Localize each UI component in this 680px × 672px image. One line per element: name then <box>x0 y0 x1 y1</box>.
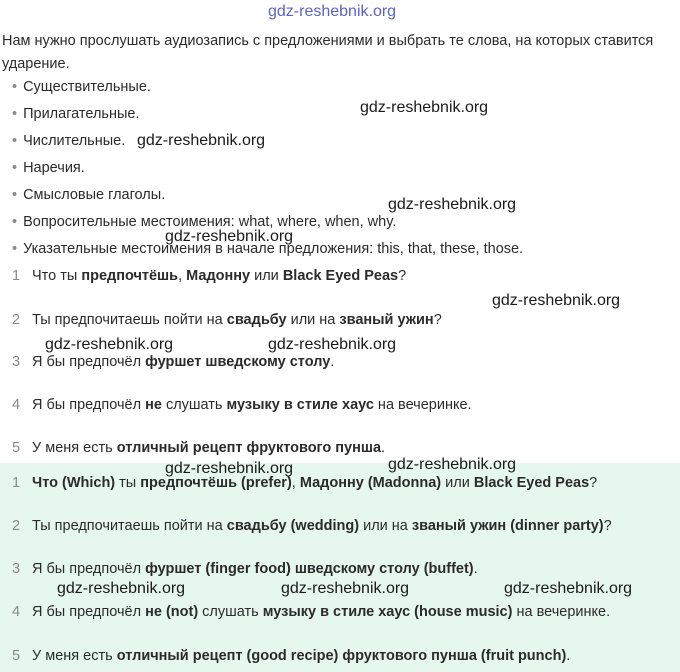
sentence-fragment: , <box>291 475 300 491</box>
bullet-item: • Указательные местоимения в начале предложения: this, that, these, those. <box>12 241 523 257</box>
question-text <box>32 354 334 370</box>
stressed-word: предпочтёшь <box>81 268 179 284</box>
answer-text <box>32 561 478 577</box>
bullet-item: • Прилагательные. <box>12 106 140 122</box>
stressed-word: Мадонну <box>186 268 251 284</box>
stressed-word: Что (Which) <box>32 475 116 491</box>
sentence-fragment: Я бы предпочёл <box>32 604 146 620</box>
sentence-fragment: Ты предпочитаешь пойти на <box>32 312 227 328</box>
question-row <box>0 312 442 328</box>
watermark: gdz-reshebnik.org <box>137 132 266 149</box>
intro-text: Нам нужно прослушать аудиозапись с предложениями и выбрать те слова, на которых ставится ударение. <box>2 33 654 72</box>
bullet-item: • Числительные. <box>12 133 125 149</box>
sentence-fragment: ? <box>433 312 442 328</box>
question-text <box>32 268 406 284</box>
answer-text <box>32 604 610 620</box>
watermark: gdz-reshebnik.org <box>281 580 410 597</box>
answer-row <box>0 561 478 577</box>
answer-number: 1 <box>12 475 21 491</box>
sentence-fragment: . <box>473 561 478 577</box>
stressed-word: званый ужин (dinner party) <box>411 518 604 534</box>
stressed-word: фуршет (finger food) <box>145 561 291 577</box>
sentence-fragment: ? <box>398 268 407 284</box>
stressed-word: фруктового пунша (fruit punch) <box>342 648 567 664</box>
question-number: 1 <box>12 268 21 284</box>
stressed-word: Мадонну (Madonna) <box>299 475 442 491</box>
answer-row <box>0 475 597 491</box>
stressed-word: свадьбу (wedding) <box>226 518 360 534</box>
sentence-fragment: Я бы предпочёл <box>32 354 146 370</box>
sentence-fragment: Я бы предпочёл <box>32 561 146 577</box>
watermark: gdz-reshebnik.org <box>388 196 517 213</box>
stressed-word: не <box>145 397 162 413</box>
stressed-word: Black Eyed Peas <box>473 475 590 491</box>
question-row <box>0 268 406 284</box>
watermark: gdz-reshebnik.org <box>165 460 294 477</box>
answer-number: 3 <box>12 561 21 577</box>
stressed-word: званый ужин <box>339 312 434 328</box>
sentence-fragment: Что ты <box>32 268 82 284</box>
bullet-item: • Существительные. <box>12 79 151 95</box>
watermark: gdz-reshebnik.org <box>45 336 174 353</box>
answer-row <box>0 604 610 620</box>
sentence-fragment: или на <box>359 518 412 534</box>
question-row <box>0 354 334 370</box>
stressed-word: музыку в стиле хаус (house music) <box>262 604 513 620</box>
sentence-fragment: на вечеринке. <box>373 397 472 413</box>
stressed-word: фуршет шведскому столу <box>145 354 331 370</box>
sentence-fragment: на вечеринке. <box>512 604 611 620</box>
answer-text <box>32 648 570 664</box>
sentence-fragment: . <box>381 440 386 456</box>
question-row <box>0 397 472 413</box>
sentence-fragment: слушать <box>198 604 263 620</box>
question-text <box>32 397 472 413</box>
sentence-fragment: слушать <box>161 397 227 413</box>
stressed-word: отличный рецепт фруктового пунша <box>116 440 382 456</box>
sentence-fragment: У меня есть <box>32 648 117 664</box>
question-row <box>0 440 385 456</box>
watermark: gdz-reshebnik.org <box>388 456 517 473</box>
sentence-fragment: , <box>178 268 187 284</box>
watermark-top: gdz-reshebnik.org <box>268 3 397 20</box>
answer-text <box>32 475 597 491</box>
watermark: gdz-reshebnik.org <box>268 336 397 353</box>
sentence-fragment: ? <box>589 475 598 491</box>
answer-number: 5 <box>12 648 21 664</box>
answer-number: 2 <box>12 518 21 534</box>
stressed-word: музыку в стиле хаус <box>226 397 374 413</box>
sentence-fragment: . <box>330 354 335 370</box>
stressed-word: не (not) <box>145 604 199 620</box>
answer-text <box>32 518 612 534</box>
bullet-item: • Вопросительные местоимения: what, where, when, why. <box>12 214 396 230</box>
question-text <box>32 312 442 328</box>
watermark: gdz-reshebnik.org <box>492 292 621 309</box>
sentence-fragment: или <box>441 475 474 491</box>
question-number: 5 <box>12 440 21 456</box>
stressed-word: отличный рецепт (good recipe) <box>116 648 339 664</box>
stressed-word: Black Eyed Peas <box>282 268 399 284</box>
question-number: 4 <box>12 397 21 413</box>
answer-row <box>0 518 612 534</box>
bullet-item: • Наречия. <box>12 160 85 176</box>
sentence-fragment: Ты предпочитаешь пойти на <box>32 518 227 534</box>
sentence-fragment: или на <box>286 312 340 328</box>
stressed-word: предпочтёшь (prefer) <box>140 475 292 491</box>
watermark: gdz-reshebnik.org <box>360 99 489 116</box>
question-text <box>32 440 385 456</box>
sentence-fragment: ? <box>603 518 612 534</box>
watermark: gdz-reshebnik.org <box>57 580 186 597</box>
sentence-fragment: или <box>250 268 283 284</box>
stressed-word: шведскому столу (buffet) <box>294 561 474 577</box>
sentence-fragment: ты <box>115 475 141 491</box>
watermark: gdz-reshebnik.org <box>165 228 294 245</box>
question-number: 2 <box>12 312 21 328</box>
sentence-fragment: У меня есть <box>32 440 117 456</box>
answer-row <box>0 648 570 664</box>
watermark: gdz-reshebnik.org <box>504 580 633 597</box>
sentence-fragment: . <box>566 648 571 664</box>
stressed-word: свадьбу <box>226 312 287 328</box>
bullet-item: • Смысловые глаголы. <box>12 187 165 203</box>
sentence-fragment: Я бы предпочёл <box>32 397 146 413</box>
question-number: 3 <box>12 354 21 370</box>
answer-number: 4 <box>12 604 21 620</box>
